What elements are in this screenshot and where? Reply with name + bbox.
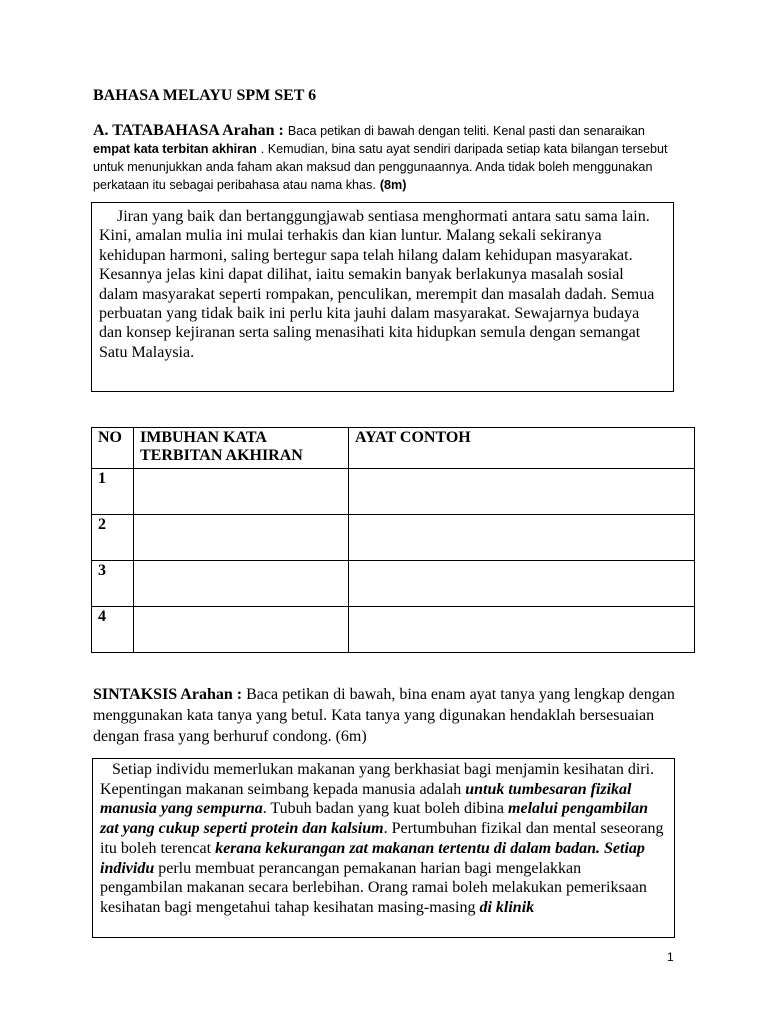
condong-phrase-1: untuk tumbesaran fizikal manusia yang sempurna bbox=[100, 780, 632, 818]
header-no: NO bbox=[92, 428, 134, 469]
passage-2-segment: Setiap individu memerlukan makanan yang berkhasiat bagi menjamin kesihatan diri. Kepentingan makanan seimbang kepada manusia adalah bbox=[100, 761, 655, 798]
header-imbuhan: IMBUHAN KATA TERBITAN AKHIRAN bbox=[134, 428, 349, 469]
ayat-cell[interactable] bbox=[349, 607, 695, 653]
sintaksis-text: Baca petikan di bawah, bina enam ayat tanya yang lengkap dengan menggunakan kata tanya yang betul. Kata tanya yang digunakan hendaklah bersesuaian dengan frasa yang berhuruf condong. (6m) bbox=[93, 686, 675, 745]
condong-phrase-3: kerana kekurangan zat makanan tertentu di dalam badan. Setiap individu bbox=[100, 839, 645, 877]
section-a-marks: (8m) bbox=[379, 178, 407, 192]
table-row bbox=[92, 469, 695, 515]
ayat-cell[interactable] bbox=[349, 469, 695, 515]
row-number: 4 bbox=[92, 607, 134, 653]
section-a-heading: A. TATABAHASA Arahan : bbox=[93, 122, 284, 139]
imbuhan-cell[interactable] bbox=[134, 607, 349, 653]
ayat-cell[interactable] bbox=[349, 515, 695, 561]
table-row bbox=[92, 561, 695, 607]
condong-phrase-2: melalui pengambilan zat yang cukup seperti protein dan kalsium bbox=[100, 800, 649, 838]
table-header-row bbox=[92, 428, 695, 469]
row-number: 2 bbox=[92, 515, 134, 561]
page-title: BAHASA MELAYU SPM SET 6 bbox=[93, 87, 317, 104]
passage-box-2 bbox=[92, 758, 675, 938]
ayat-cell[interactable] bbox=[349, 561, 695, 607]
answer-table bbox=[91, 427, 695, 653]
sintaksis-heading: SINTAKSIS Arahan : bbox=[93, 686, 243, 703]
passage-box-1 bbox=[91, 202, 674, 392]
passage-1-text: Jiran yang baik dan bertanggungjawab sentiasa menghormati antara satu sama lain. Kini, amalan mulia ini mulai terhakis dan kian luntur. Malang sekali sekiranya kehidupan harmoni, saling bertegur sapa telah hilang dalam kehidupan masyarakat. Kesannya jelas kini dapat dilihat, iaitu semakin banyak berlakunya masalah sosial dalam masyarakat seperti rompakan, penculikan, merempit dan masalah dadah. Semua perbuatan yang tidak baik ini perlu kita jauhi dalam masyarakat. Sewajarnya budaya dan konsep kejiranan serta saling menasihati kita hidupkan semula dengan semangat Satu Malaysia. bbox=[99, 208, 655, 361]
passage-2-segment: . Tubuh badan yang kuat boleh dibina bbox=[262, 800, 505, 818]
row-number: 1 bbox=[92, 469, 134, 515]
header-ayat-contoh: AYAT CONTOH bbox=[349, 428, 695, 469]
imbuhan-cell[interactable] bbox=[134, 469, 349, 515]
section-a-instruction-bold: empat kata terbitan akhiran bbox=[93, 142, 257, 156]
page-number: 1 bbox=[667, 950, 674, 964]
section-a-instruction-2: . Kemudian, bina satu ayat sendiri daripada setiap kata bilangan tersebut untuk menunjukkan anda faham akan maksud dan penggunaannya. Anda tidak boleh menggunakan perkataan itu sebagai peribahasa atau nama khas. bbox=[93, 142, 668, 192]
passage-2-segment: . Pertumbuhan fizikal dan mental seseorang itu boleh terencat bbox=[100, 820, 664, 857]
section-a-instructions bbox=[93, 122, 683, 194]
row-number: 3 bbox=[92, 561, 134, 607]
imbuhan-cell[interactable] bbox=[134, 515, 349, 561]
section-a-instruction-1: Baca petikan di bawah dengan teliti. Kenal pasti dan senaraikan bbox=[287, 124, 645, 138]
condong-phrase-4: di klinik bbox=[479, 898, 535, 916]
table-row bbox=[92, 515, 695, 561]
imbuhan-cell[interactable] bbox=[134, 561, 349, 607]
table-row bbox=[92, 607, 695, 653]
passage-2-segment: perlu membuat perancangan pemakanan harian bagi mengelakkan pengambilan makanan secara berlebihan. Orang ramai boleh melakukan pemeriksaan kesihatan bagi mengetahui tahap kesihatan masing-masing bbox=[100, 859, 647, 916]
sintaksis-instructions bbox=[93, 684, 683, 747]
